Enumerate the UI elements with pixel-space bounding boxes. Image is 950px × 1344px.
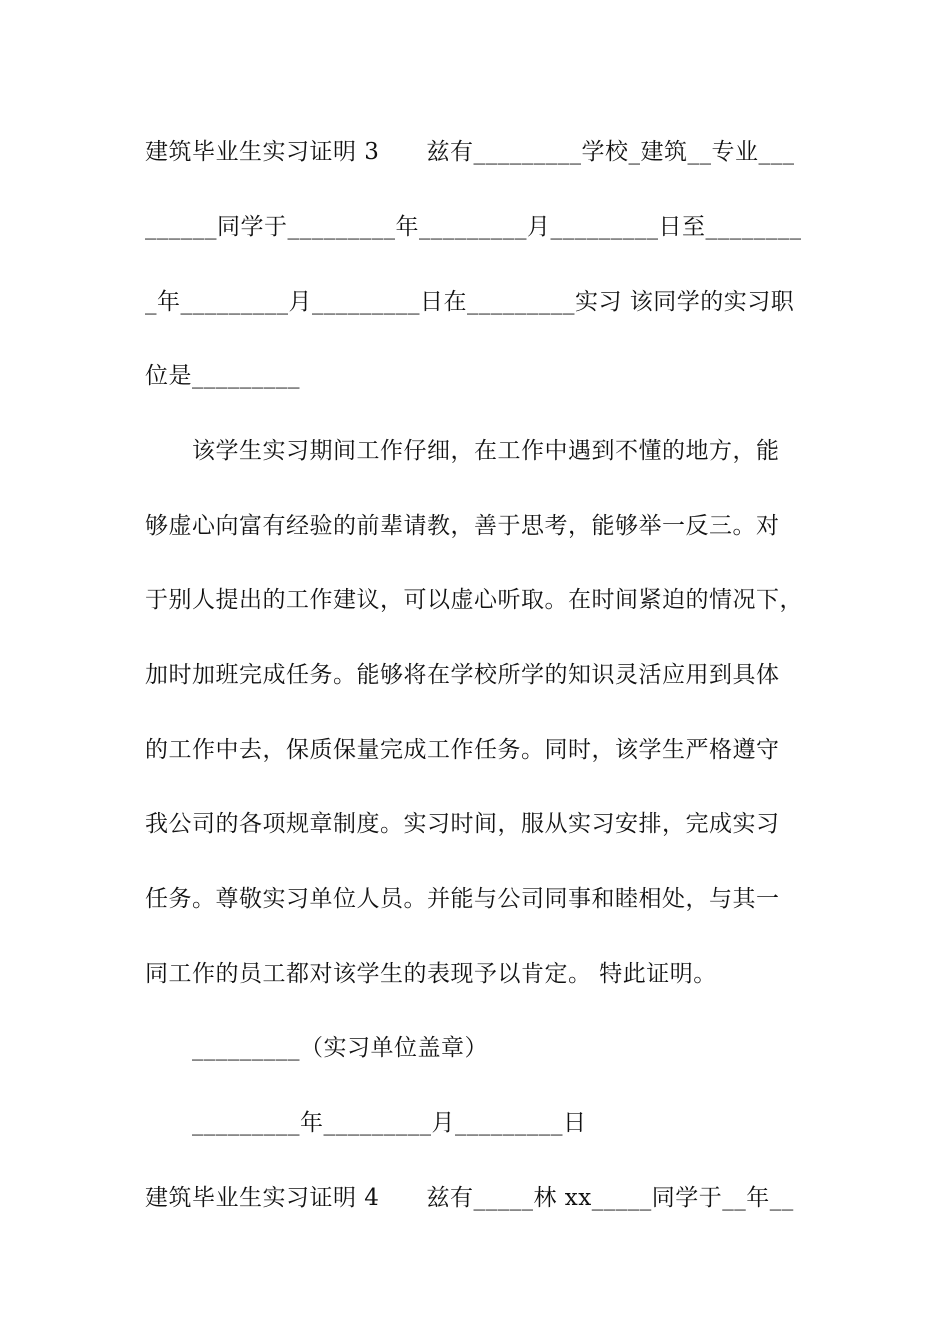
text-line: 任务。尊敬实习单位人员。并能与公司同事和睦相处，与其一 [145,886,780,912]
text-line: 加时加班完成任务。能够将在学校所学的知识灵活应用到具体 [145,662,780,688]
section-4-heading-line: 建筑毕业生实习证明 4 兹有_____林 xx_____同学于__年__ [145,1185,794,1211]
text-line: 位是_________ [145,363,300,389]
date-line: _________年_________月_________日 [192,1110,587,1136]
text-line: 我公司的各项规章制度。实习时间，服从实习安排，完成实习 [145,811,780,837]
text-line: 同工作的员工都对该学生的表现予以肯定。 特此证明。 [145,961,717,987]
text-line: 于别人提出的工作建议，可以虚心听取。在时间紧迫的情况下， [145,587,803,613]
text-line: ______同学于_________年_________月_________日至________ [145,214,802,240]
paragraph-first-line: 该学生实习期间工作仔细，在工作中遇到不懂的地方，能 [192,438,780,464]
section-3-heading-line: 建筑毕业生实习证明 3 兹有_________学校_建筑__专业___ [145,139,795,165]
seal-line: _________（实习单位盖章） [192,1035,488,1061]
text-line: 的工作中去，保质保量完成工作任务。同时，该学生严格遵守 [145,737,780,763]
text-line: _年_________月_________日在_________实习 该同学的实习职 [145,289,795,315]
text-line: 够虚心向富有经验的前辈请教，善于思考，能够举一反三。对 [145,513,780,539]
